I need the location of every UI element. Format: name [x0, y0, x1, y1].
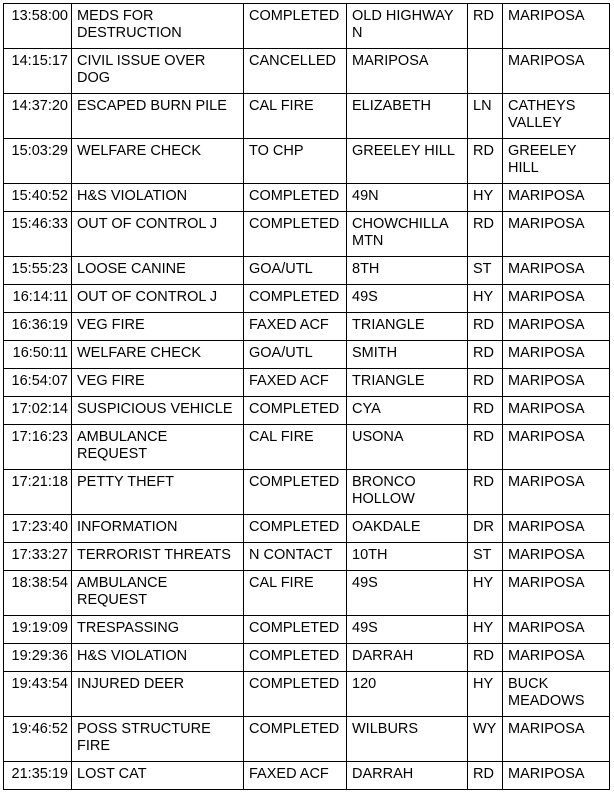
incident-type: VEG FIRE: [72, 313, 244, 341]
incident-street-suffix: RD: [468, 212, 503, 257]
incident-disposition: CAL FIRE: [244, 94, 347, 139]
incident-disposition: TO CHP: [244, 139, 347, 184]
incident-city: MARIPOSA: [503, 49, 610, 94]
incident-street: DARRAH: [347, 644, 468, 672]
incident-street-suffix: RD: [468, 470, 503, 515]
incident-disposition: COMPLETED: [244, 717, 347, 762]
incident-street-suffix: RD: [468, 369, 503, 397]
incident-time: 16:36:19: [4, 313, 72, 341]
table-row: [4, 4, 610, 49]
incident-street: BRONCO HOLLOW: [347, 470, 468, 515]
incident-disposition: COMPLETED: [244, 285, 347, 313]
incident-street: TRIANGLE: [347, 369, 468, 397]
incident-type: WELFARE CHECK: [72, 341, 244, 369]
table-row: [4, 257, 610, 285]
table-row: [4, 313, 610, 341]
incident-city: MARIPOSA: [503, 4, 610, 49]
table-row: [4, 571, 610, 616]
incident-time: 15:55:23: [4, 257, 72, 285]
incident-disposition: CAL FIRE: [244, 425, 347, 470]
incident-type: TERRORIST THREATS: [72, 543, 244, 571]
incident-time: 15:40:52: [4, 184, 72, 212]
incident-street-suffix: HY: [468, 571, 503, 616]
incident-street: SMITH: [347, 341, 468, 369]
incident-city: MARIPOSA: [503, 515, 610, 543]
incident-time: 16:54:07: [4, 369, 72, 397]
incident-disposition: COMPLETED: [244, 397, 347, 425]
incident-type: AMBULANCE REQUEST: [72, 571, 244, 616]
incident-street: USONA: [347, 425, 468, 470]
incident-street: 49S: [347, 616, 468, 644]
incident-city: MARIPOSA: [503, 717, 610, 762]
incident-time: 18:38:54: [4, 571, 72, 616]
incident-type: PETTY THEFT: [72, 470, 244, 515]
table-row: [4, 139, 610, 184]
incident-city: MARIPOSA: [503, 369, 610, 397]
incident-disposition: COMPLETED: [244, 470, 347, 515]
incident-city: MARIPOSA: [503, 762, 610, 790]
incident-street: OLD HIGHWAY N: [347, 4, 468, 49]
incident-type: VEG FIRE: [72, 369, 244, 397]
incident-street: OAKDALE: [347, 515, 468, 543]
incident-type: POSS STRUCTURE FIRE: [72, 717, 244, 762]
table-row: [4, 397, 610, 425]
incident-city: MARIPOSA: [503, 616, 610, 644]
incident-city: MARIPOSA: [503, 184, 610, 212]
incident-street: ELIZABETH: [347, 94, 468, 139]
incident-time: 16:14:11: [4, 285, 72, 313]
incident-street: CHOWCHILLA MTN: [347, 212, 468, 257]
incident-street: WILBURS: [347, 717, 468, 762]
incident-street: 49S: [347, 571, 468, 616]
table-row: [4, 515, 610, 543]
incident-street-suffix: ST: [468, 257, 503, 285]
incident-city: MARIPOSA: [503, 470, 610, 515]
table-row: [4, 470, 610, 515]
incident-disposition: CANCELLED: [244, 49, 347, 94]
incident-type: TRESPASSING: [72, 616, 244, 644]
incident-city: MARIPOSA: [503, 543, 610, 571]
incident-disposition: GOA/UTL: [244, 341, 347, 369]
incident-city: BUCK MEADOWS: [503, 672, 610, 717]
incident-street-suffix: RD: [468, 313, 503, 341]
incident-city: MARIPOSA: [503, 397, 610, 425]
incident-city: MARIPOSA: [503, 212, 610, 257]
table-row: [4, 285, 610, 313]
incident-type: INJURED DEER: [72, 672, 244, 717]
incident-disposition: FAXED ACF: [244, 762, 347, 790]
incident-disposition: COMPLETED: [244, 515, 347, 543]
incident-type: AMBULANCE REQUEST: [72, 425, 244, 470]
table-row: [4, 49, 610, 94]
incident-time: 19:46:52: [4, 717, 72, 762]
incident-street-suffix: HY: [468, 184, 503, 212]
table-row: [4, 543, 610, 571]
incident-disposition: COMPLETED: [244, 616, 347, 644]
incident-street-suffix: RD: [468, 425, 503, 470]
incident-street-suffix: ST: [468, 543, 503, 571]
incident-time: 17:21:18: [4, 470, 72, 515]
incident-type: LOST CAT: [72, 762, 244, 790]
incident-city: MARIPOSA: [503, 425, 610, 470]
incident-time: 17:23:40: [4, 515, 72, 543]
incident-disposition: N CONTACT: [244, 543, 347, 571]
table-row: [4, 762, 610, 790]
incident-time: 19:29:36: [4, 644, 72, 672]
incident-street-suffix: HY: [468, 672, 503, 717]
incident-type: WELFARE CHECK: [72, 139, 244, 184]
table-row: [4, 341, 610, 369]
incident-disposition: GOA/UTL: [244, 257, 347, 285]
incident-disposition: COMPLETED: [244, 672, 347, 717]
incident-disposition: COMPLETED: [244, 184, 347, 212]
table-row: [4, 644, 610, 672]
incident-type: INFORMATION: [72, 515, 244, 543]
incident-city: MARIPOSA: [503, 257, 610, 285]
incident-street-suffix: RD: [468, 139, 503, 184]
incident-time: 17:16:23: [4, 425, 72, 470]
incident-city: MARIPOSA: [503, 571, 610, 616]
incident-disposition: COMPLETED: [244, 4, 347, 49]
incident-type: LOOSE CANINE: [72, 257, 244, 285]
incident-log-table: [3, 3, 610, 790]
incident-street-suffix: RD: [468, 397, 503, 425]
incident-street-suffix: RD: [468, 762, 503, 790]
incident-type: OUT OF CONTROL J: [72, 212, 244, 257]
incident-street-suffix: RD: [468, 644, 503, 672]
incident-disposition: FAXED ACF: [244, 369, 347, 397]
incident-street-suffix: [468, 49, 503, 94]
incident-log-body: [4, 4, 610, 790]
incident-city: GREELEY HILL: [503, 139, 610, 184]
incident-type: OUT OF CONTROL J: [72, 285, 244, 313]
incident-time: 13:58:00: [4, 4, 72, 49]
incident-time: 17:02:14: [4, 397, 72, 425]
incident-street-suffix: DR: [468, 515, 503, 543]
incident-street-suffix: RD: [468, 341, 503, 369]
incident-time: 16:50:11: [4, 341, 72, 369]
incident-city: MARIPOSA: [503, 644, 610, 672]
table-row: [4, 425, 610, 470]
incident-type: CIVIL ISSUE OVER DOG: [72, 49, 244, 94]
incident-street: DARRAH: [347, 762, 468, 790]
incident-time: 15:03:29: [4, 139, 72, 184]
incident-disposition: COMPLETED: [244, 212, 347, 257]
table-row: [4, 184, 610, 212]
incident-time: 15:46:33: [4, 212, 72, 257]
incident-time: 21:35:19: [4, 762, 72, 790]
incident-street-suffix: LN: [468, 94, 503, 139]
incident-street-suffix: HY: [468, 285, 503, 313]
incident-type: MEDS FOR DESTRUCTION: [72, 4, 244, 49]
incident-time: 14:37:20: [4, 94, 72, 139]
incident-street: 10TH: [347, 543, 468, 571]
incident-time: 19:43:54: [4, 672, 72, 717]
incident-type: ESCAPED BURN PILE: [72, 94, 244, 139]
incident-street: MARIPOSA: [347, 49, 468, 94]
incident-city: MARIPOSA: [503, 285, 610, 313]
incident-type: H&S VIOLATION: [72, 644, 244, 672]
incident-disposition: CAL FIRE: [244, 571, 347, 616]
incident-street: TRIANGLE: [347, 313, 468, 341]
incident-street: CYA: [347, 397, 468, 425]
incident-street: 49S: [347, 285, 468, 313]
table-row: [4, 717, 610, 762]
table-row: [4, 616, 610, 644]
incident-city: CATHEYS VALLEY: [503, 94, 610, 139]
incident-type: SUSPICIOUS VEHICLE: [72, 397, 244, 425]
table-row: [4, 94, 610, 139]
table-row: [4, 672, 610, 717]
incident-street-suffix: HY: [468, 616, 503, 644]
incident-street-suffix: WY: [468, 717, 503, 762]
table-row: [4, 369, 610, 397]
incident-street-suffix: RD: [468, 4, 503, 49]
incident-time: 14:15:17: [4, 49, 72, 94]
table-row: [4, 212, 610, 257]
incident-disposition: FAXED ACF: [244, 313, 347, 341]
incident-disposition: COMPLETED: [244, 644, 347, 672]
incident-street: 8TH: [347, 257, 468, 285]
incident-street: 120: [347, 672, 468, 717]
incident-time: 19:19:09: [4, 616, 72, 644]
incident-type: H&S VIOLATION: [72, 184, 244, 212]
incident-city: MARIPOSA: [503, 341, 610, 369]
incident-street: GREELEY HILL: [347, 139, 468, 184]
incident-time: 17:33:27: [4, 543, 72, 571]
incident-city: MARIPOSA: [503, 313, 610, 341]
incident-street: 49N: [347, 184, 468, 212]
